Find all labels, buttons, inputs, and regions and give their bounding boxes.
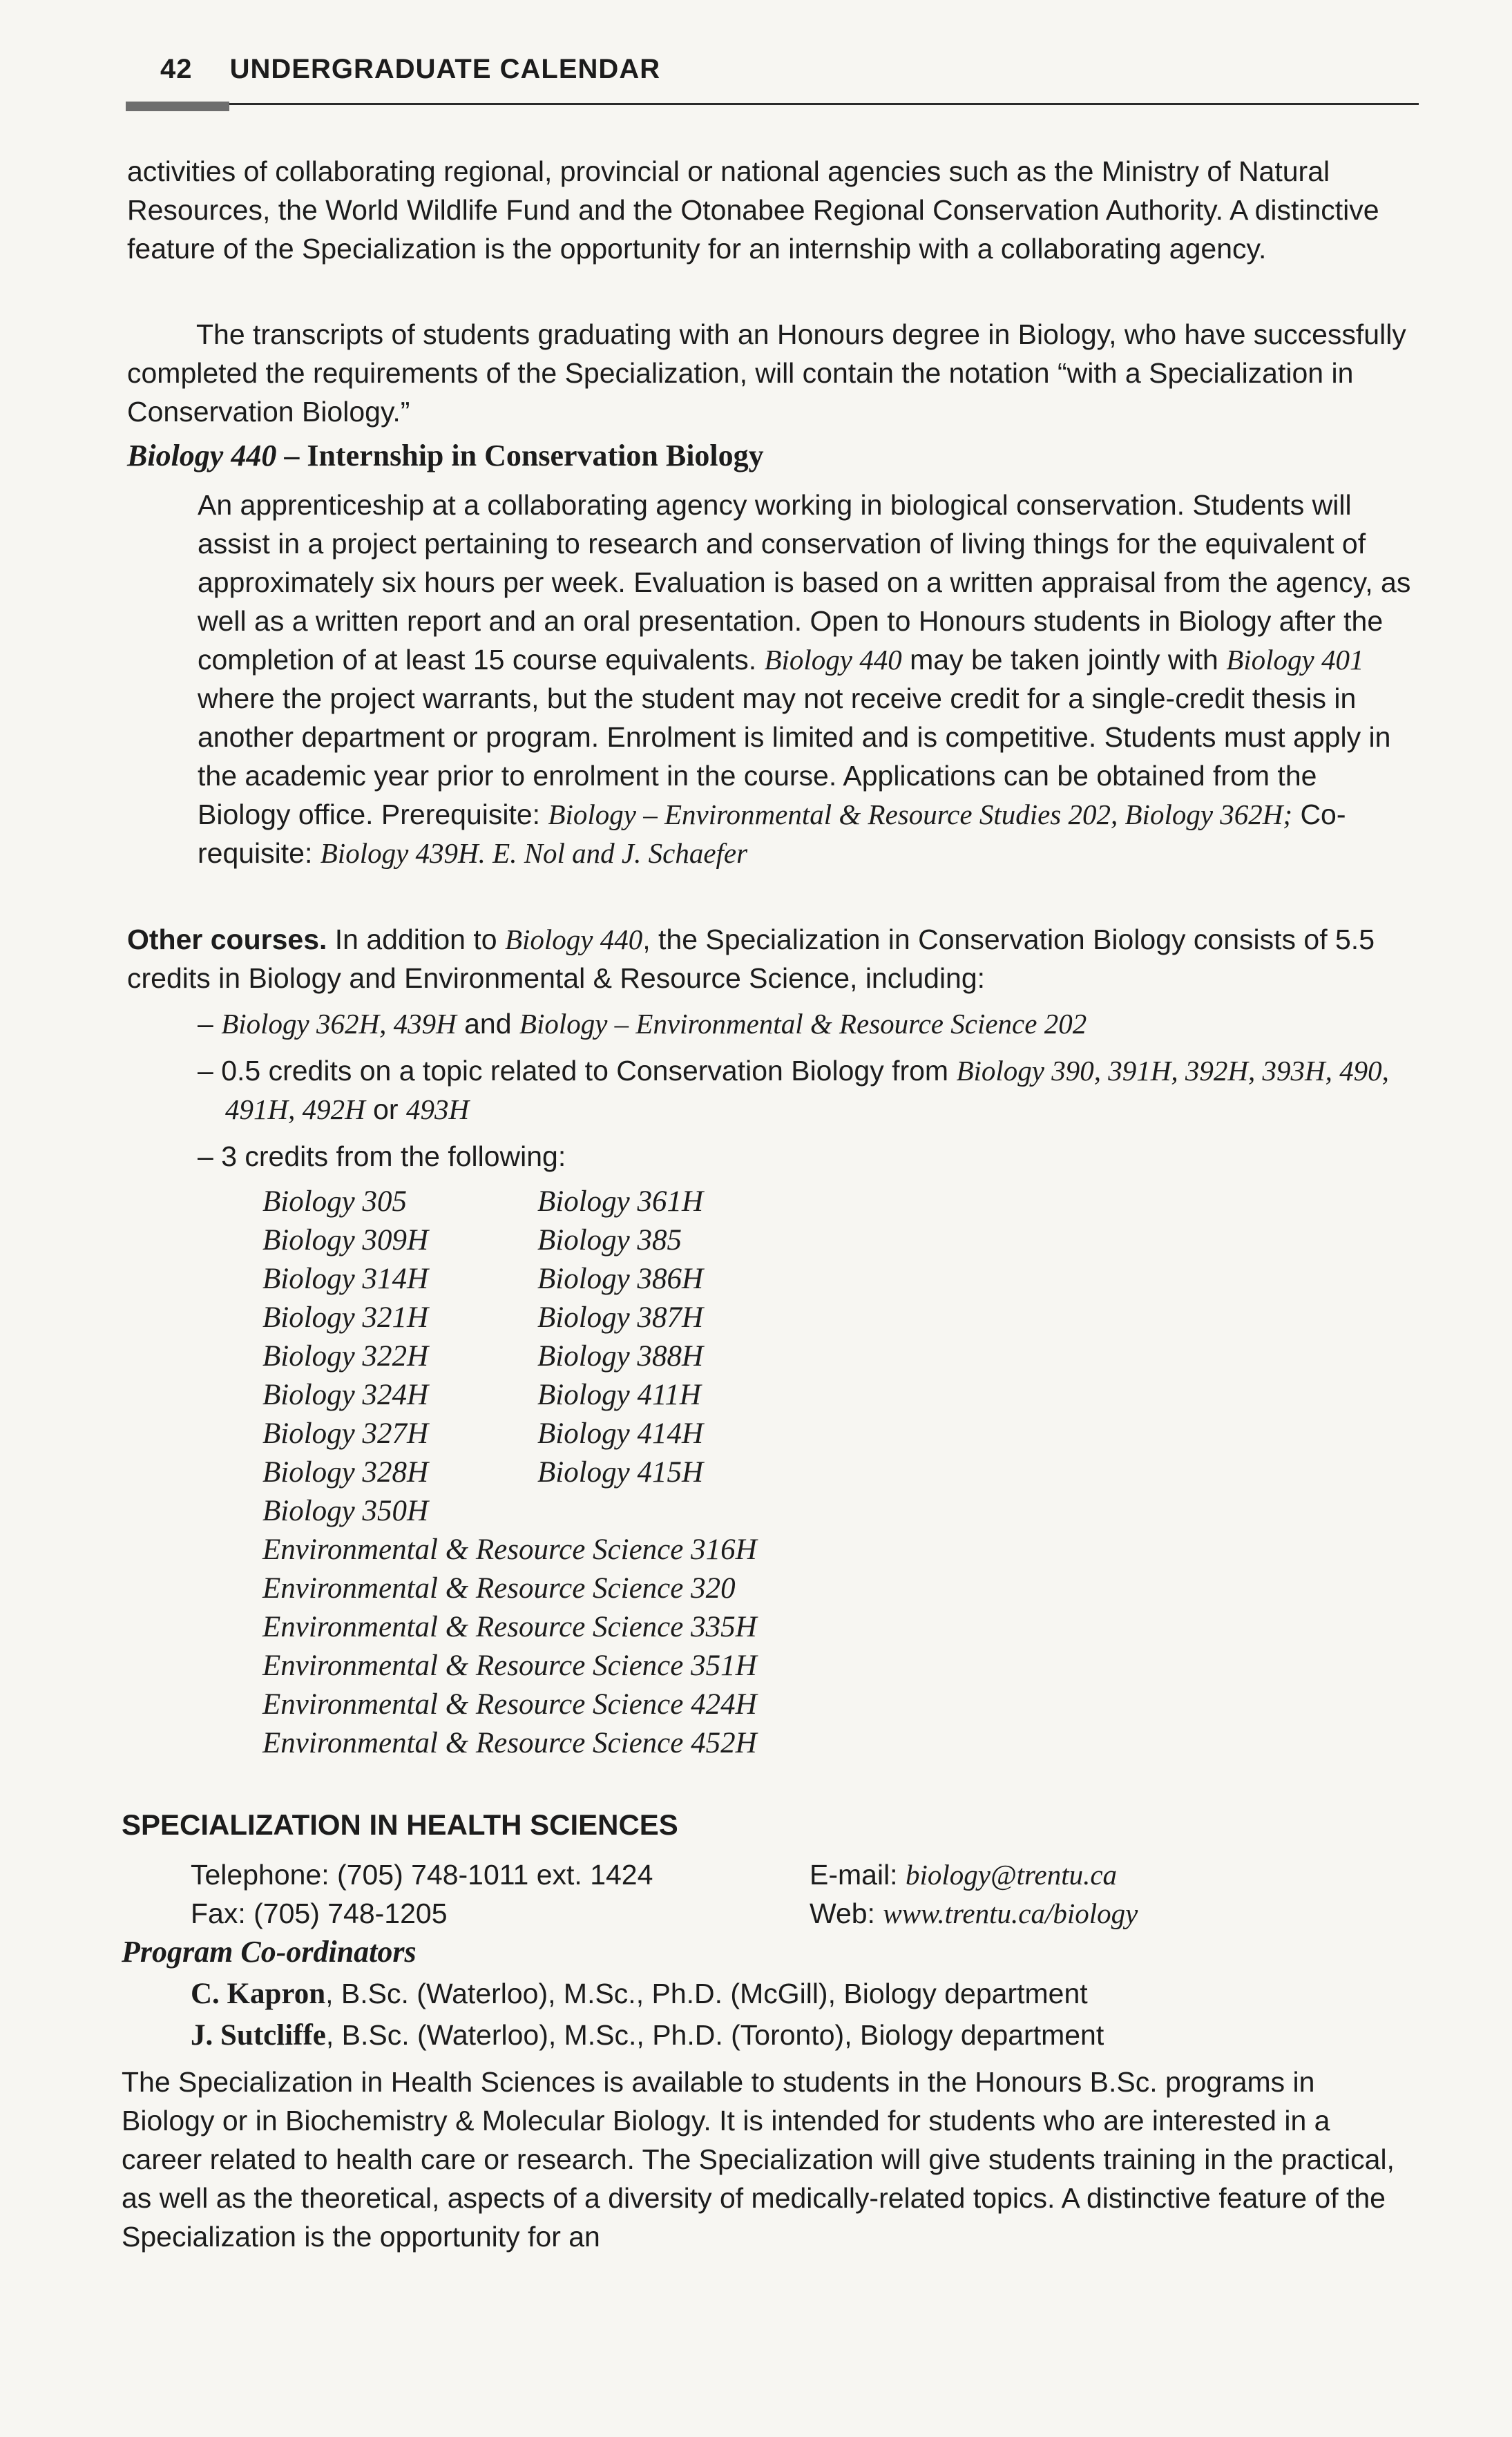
header-title: UNDERGRADUATE CALENDAR [229, 54, 661, 84]
bullet2-text: 0.5 credits on a topic related to Conservation Biology from [221, 1055, 957, 1087]
bullet-dash: – [198, 1008, 222, 1040]
bullet2-or: or [365, 1093, 406, 1125]
requirement-bullet-2 [198, 1051, 1441, 1129]
course-item: Environmental & Resource Science 316H [262, 1533, 757, 1566]
course-item: Biology 328H [262, 1456, 429, 1489]
course-list [262, 1183, 1091, 1804]
course-item: Biology 314H [262, 1263, 429, 1295]
course-item: Biology 322H [262, 1340, 429, 1373]
web-label: Web: [810, 1898, 883, 1929]
course-item: Environmental & Resource Science 452H [262, 1727, 757, 1759]
coordinator-name: J. Sutcliffe [191, 2019, 326, 2052]
requirement-bullet-1 [198, 1004, 1413, 1043]
course-code: Biology 440 [127, 439, 277, 472]
email-label: E-mail: [810, 1859, 906, 1891]
course-item: Biology 414H [537, 1417, 704, 1450]
running-header [160, 54, 660, 85]
telephone: Telephone: (705) 748-1011 ext. 1424 [191, 1859, 653, 1891]
course-item: Biology 324H [262, 1379, 429, 1411]
desc-text-2: may be taken jointly with [901, 644, 1227, 676]
course-item: Biology 305 [262, 1185, 407, 1218]
coordinator-credentials: , B.Sc. (Waterloo), M.Sc., Ph.D. (McGill), Biology department [325, 1978, 1088, 2009]
course-item: Environmental & Resource Science 351H [262, 1650, 757, 1682]
bullet1-ref-1: Biology 362H, 439H [221, 1008, 457, 1040]
other-courses-label: Other courses. [127, 924, 327, 955]
email-link[interactable]: biology@trentu.ca [905, 1859, 1118, 1891]
coordinator-credentials: , B.Sc. (Waterloo), M.Sc., Ph.D. (Toronto), Biology department [325, 2019, 1104, 2051]
course-item: Biology 321H [262, 1301, 429, 1334]
desc-text-3: where the project warrants, but the student may not receive credit for a single-credit thesis in another department or program. Enrolment is limited and is competitive. Students must apply in the academic year prior to enrolment in the course. Applications can be obtained from the Biology office. Prerequisite: [198, 682, 1391, 830]
conservation-para-1 [127, 152, 1412, 268]
corequisite-courses: Biology 439H. E. Nol and J. Schaefer [320, 837, 748, 869]
health-section-heading [122, 1808, 678, 1842]
course-heading [127, 438, 764, 473]
coordinators-heading-text: Program Co-ordinators [122, 1935, 417, 1969]
other-text-2: , the Specialization in Conservation Biology consists of 5.5 credits in Biology and Environmental & Resource Science, including: [127, 924, 1375, 994]
course-item: Biology 411H [537, 1379, 701, 1411]
contact-email-web [810, 1855, 1417, 1933]
bullet1-text: and [456, 1008, 519, 1040]
conservation-para-1-text: activities of collaborating regional, provincial or national agencies such as the Ministry of Natural Resources, the World Wildlife Fund and the Otonabee Regional Conservation Authority. A distinctive feature of the Specialization is the opportunity for an internship with a collaborating agency. [127, 155, 1379, 265]
desc-text-1: An apprenticeship at a collaborating agency working in biological conservation. Students will assist in a project pertaining to research and conservation of living things for the equivalent of approximately six hours per week. Evaluation is based on a written appraisal from the agency, as well as a written report and an oral presentation. Open to Honours students in Biology after the completion of at least 15 course equivalents. [198, 489, 1411, 676]
bullet2-ref-2: 493H [405, 1093, 470, 1125]
course-item: Biology 415H [537, 1456, 704, 1489]
bullet3-text: – 3 credits from the following: [198, 1140, 566, 1172]
header-rule-mark [126, 102, 229, 111]
course-item: Environmental & Resource Science 424H [262, 1688, 757, 1721]
web-link[interactable]: www.trentu.ca/biology [883, 1898, 1138, 1929]
conservation-para-2 [127, 315, 1412, 431]
coordinators-heading [122, 1934, 417, 1969]
health-para [122, 2063, 1413, 2256]
page-number: 42 [160, 54, 193, 84]
other-courses-para [127, 920, 1412, 997]
desc-ref-2: Biology 401 [1226, 644, 1364, 676]
course-item: Biology 309H [262, 1224, 429, 1256]
course-item: Biology 388H [537, 1340, 704, 1373]
contact-phone-fax [191, 1855, 812, 1933]
course-item: Environmental & Resource Science 320 [262, 1572, 736, 1605]
bullet1-ref-2: Biology – Environmental & Resource Science 202 [519, 1008, 1087, 1040]
course-item: Biology 327H [262, 1417, 429, 1450]
header-rule [126, 103, 1419, 105]
course-item: Environmental & Resource Science 335H [262, 1611, 757, 1643]
health-heading-text: SPECIALIZATION IN HEALTH SCIENCES [122, 1808, 678, 1841]
course-item: Biology 361H [537, 1185, 704, 1218]
desc-ref-1: Biology 440 [764, 644, 902, 676]
course-title: – Internship in Conservation Biology [276, 439, 764, 472]
bullet2-ref: Biology 390, 391H, 392H, 393H, 490, 491H, 492H [225, 1055, 1389, 1125]
course-item: Biology 385 [537, 1224, 682, 1256]
fax: Fax: (705) 748-1205 [191, 1898, 448, 1929]
course-list-col-2 [537, 1183, 703, 1492]
coordinator-name: C. Kapron [191, 1978, 326, 2010]
bullet-dash: – [198, 1055, 222, 1087]
desc-text-4: Corequisite: [198, 799, 1346, 869]
course-item: Biology 350H [262, 1495, 429, 1527]
other-ref-1: Biology 440 [504, 924, 643, 955]
coordinator-2 [191, 2016, 1420, 2055]
course-description [198, 486, 1413, 872]
requirement-bullet-3 [198, 1137, 1413, 1176]
course-item: Biology 387H [537, 1301, 704, 1334]
conservation-para-2-text: The transcripts of students graduating with an Honours degree in Biology, who have successfully completed the requirements of the Specialization, will contain the notation “with a Specialization in Conservation Biology.” [127, 318, 1406, 428]
course-item: Biology 386H [537, 1263, 704, 1295]
health-para-text: The Specialization in Health Sciences is available to students in the Honours B.Sc. programs in Biology or in Biochemistry & Molecular Biology. It is intended for students who are interested in a career related to health care or research. The Specialization will give students training in the practical, as well as the theoretical, aspects of a diversity of medically-related topics. A distinctive feature of the Specialization is the opportunity for an [122, 2066, 1395, 2253]
prerequisite-courses: Biology – Environmental & Resource Studies 202, Biology 362H; [548, 799, 1293, 830]
coordinator-1 [191, 1974, 1420, 2014]
other-text-1: In addition to [327, 924, 505, 955]
